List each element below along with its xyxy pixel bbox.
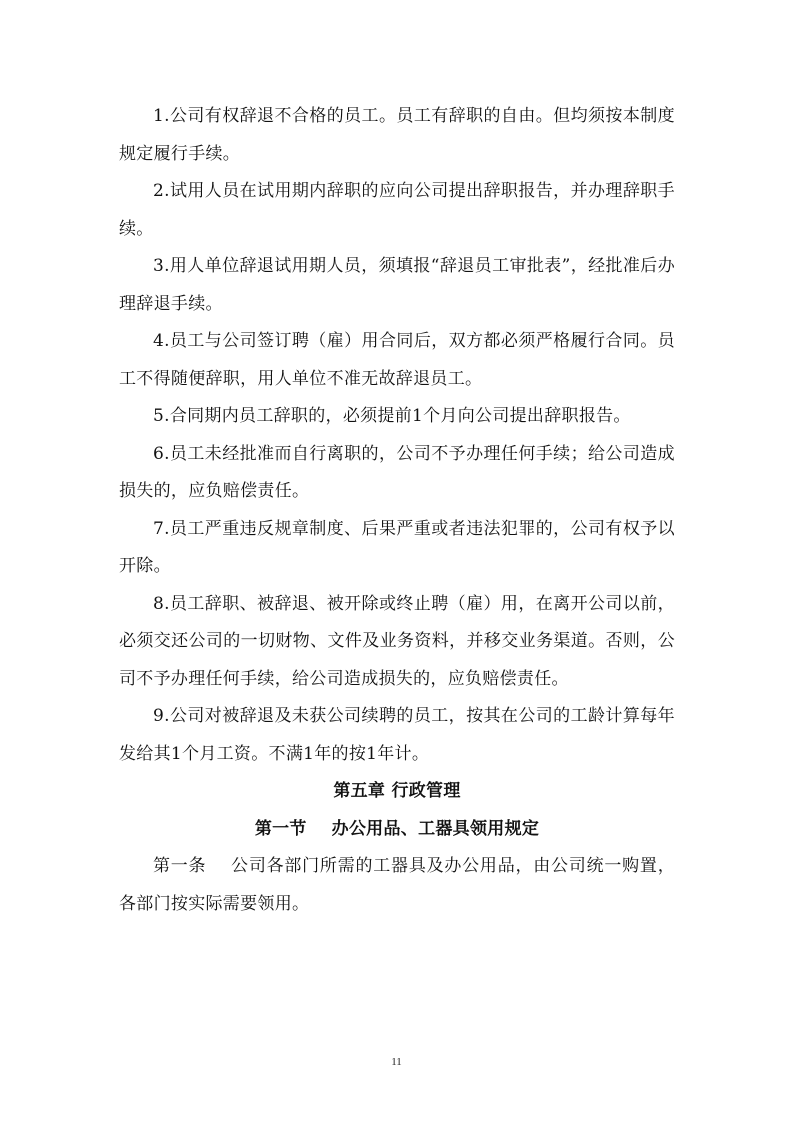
paragraph-item-1: 1.公司有权辞退不合格的员工。员工有辞职的自由。但均须按本制度规定履行手续。 — [119, 106, 675, 164]
paragraph-item-4: 4.员工与公司签订聘（雇）用合同后，双方都必须严格履行合同。员工不得随便辞职，用人单位不准无故辞退员工。 — [119, 331, 675, 389]
document-body — [119, 98, 675, 923]
chapter-title: 第五章 行政管理 — [333, 781, 461, 801]
paragraph-item-6: 6.员工未经批准而自行离职的，公司不予办理任何手续；给公司造成损失的，应负赔偿责任。 — [119, 443, 675, 501]
article-1: 第一条 公司各部门所需的工器具及办公用品，由公司统一购置，各部门按实际需要领用。 — [119, 856, 675, 914]
paragraph-item-7: 7.员工严重违反规章制度、后果严重或者违法犯罪的，公司有权予以开除。 — [119, 518, 675, 576]
paragraph-item-5: 5.合同期内员工辞职的，必须提前1个月向公司提出辞职报告。 — [153, 406, 631, 426]
paragraph-item-8: 8.员工辞职、被辞退、被开除或终止聘（雇）用，在离开公司以前，必须交还公司的一切财物、文件及业务资料，并移交业务渠道。否则，公司不予办理任何手续，给公司造成损失的，应负赔偿责任。 — [119, 593, 675, 689]
paragraph-item-3: 3.用人单位辞退试用期人员，须填报“辞退员工审批表”，经批准后办理辞退手续。 — [119, 256, 675, 314]
paragraph-item-9: 9.公司对被辞退及未获公司续聘的员工，按其在公司的工龄计算每年发给其1个月工资。不满1年的按1年计。 — [119, 706, 675, 764]
section-title: 第一节 办公用品、工器具领用规定 — [254, 818, 540, 839]
paragraph-item-2: 2.试用人员在试用期内辞职的应向公司提出辞职报告，并办理辞职手续。 — [119, 181, 675, 239]
page-number: 11 — [391, 1056, 402, 1068]
